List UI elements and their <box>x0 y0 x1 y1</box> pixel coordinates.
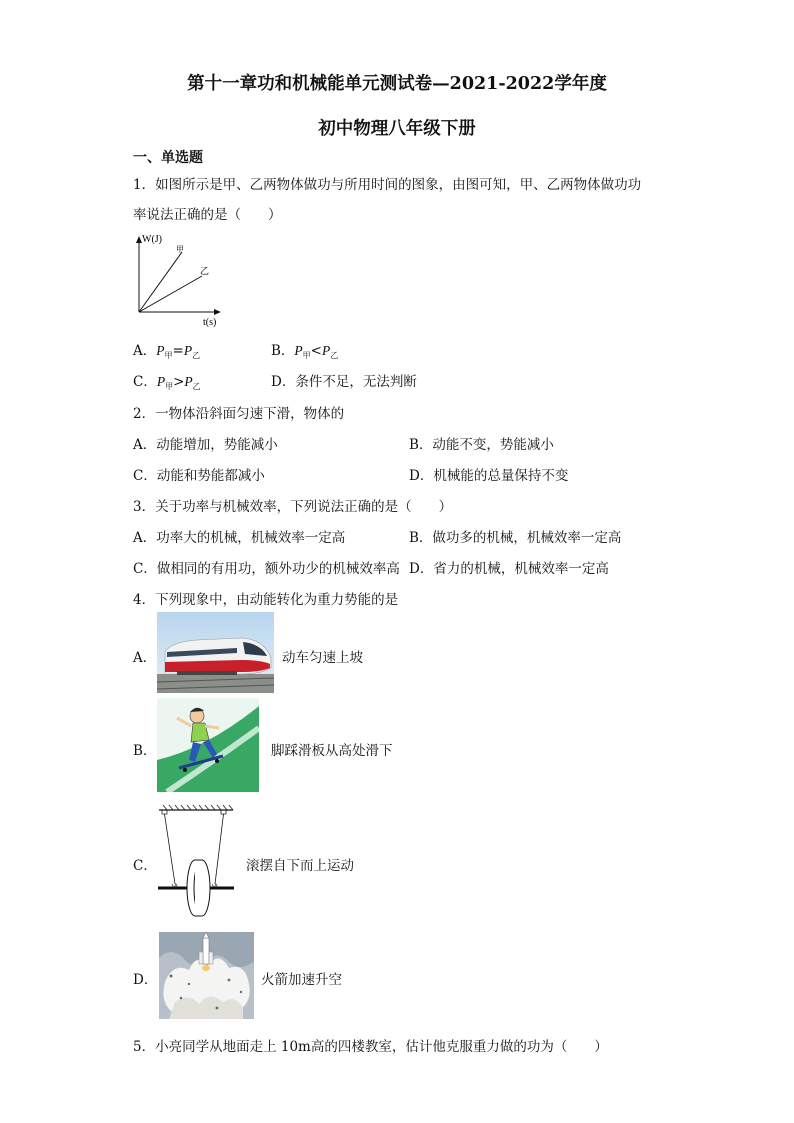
q4-option-b-skateboard-image <box>157 698 259 792</box>
x-axis-label: t(s) <box>203 317 217 328</box>
q3-option-d[interactable]: D．省力的机械，机械效率一定高 <box>409 561 609 577</box>
q4-option-c-text: 滚摆自下而上运动 <box>246 858 354 874</box>
line-yi-label: 乙 <box>200 267 210 277</box>
line-jia <box>139 252 182 312</box>
x-axis-arrow <box>214 309 221 315</box>
q4-option-a-label[interactable]: A． <box>133 650 157 666</box>
q4-option-a-text: 动车匀速上坡 <box>282 650 363 666</box>
q1-option-a[interactable]: A．$P_甲=P_乙$ <box>133 343 201 360</box>
page-title-line1: 第十一章功和机械能单元测试卷—2021-2022学年度 <box>187 74 607 94</box>
q3-option-b[interactable]: B．做功多的机械，机械效率一定高 <box>409 530 622 546</box>
q3-stem: 3．关于功率与机械效率，下列说法正确的是（ ） <box>133 499 453 515</box>
section-heading-single-choice: 一、单选题 <box>133 150 203 166</box>
q1-work-time-graph <box>122 230 232 330</box>
q5-stem: 5．小亮同学从地面走上 10m高的四楼教室，估计他克服重力做的功为（ ） <box>133 1039 608 1055</box>
q2-option-b[interactable]: B．动能不变，势能减小 <box>409 437 554 453</box>
q4-stem: 4．下列现象中，由动能转化为重力势能的是 <box>133 592 399 608</box>
q3-option-a[interactable]: A．功率大的机械，机械效率一定高 <box>133 530 346 546</box>
q1-option-c[interactable]: C．$P_甲>P_乙$ <box>133 374 201 391</box>
q1-stem-line2: 率说法正确的是（ ） <box>133 207 282 223</box>
line-jia-label: 甲 <box>176 245 184 254</box>
q2-option-d[interactable]: D．机械能的总量保持不变 <box>409 468 569 484</box>
q4-option-d-label[interactable]: D． <box>133 972 158 988</box>
q2-option-c[interactable]: C．动能和势能都减小 <box>133 468 265 484</box>
q4-option-d-rocket-image <box>159 932 254 1019</box>
q1-option-b[interactable]: B．$P_甲<P_乙$ <box>271 343 339 360</box>
q3-option-c[interactable]: C．做相同的有用功，额外功少的机械效率高 <box>133 561 400 577</box>
q2-stem: 2．一物体沿斜面匀速下滑，物体的 <box>133 406 345 422</box>
q4-option-a-train-image <box>157 612 274 693</box>
q4-option-d-text: 火箭加速升空 <box>261 972 342 988</box>
line-yi <box>139 276 202 312</box>
q2-option-a[interactable]: A．动能增加，势能减小 <box>133 437 278 453</box>
q4-option-c-maxwell-wheel-image <box>157 804 235 919</box>
q4-option-c-label[interactable]: C． <box>133 858 157 874</box>
q1-option-d[interactable]: D．条件不足，无法判断 <box>271 374 417 390</box>
q1-stem-line1: 1．如图所示是甲、乙两物体做功与所用时间的图象，由图可知，甲、乙两物体做功功 <box>133 177 642 193</box>
q4-option-b-label[interactable]: B． <box>133 743 157 759</box>
q4-option-b-text: 脚踩滑板从高处滑下 <box>271 743 393 759</box>
page-title-line2: 初中物理八年级下册 <box>318 119 476 139</box>
y-axis-label: W(J) <box>142 234 162 245</box>
